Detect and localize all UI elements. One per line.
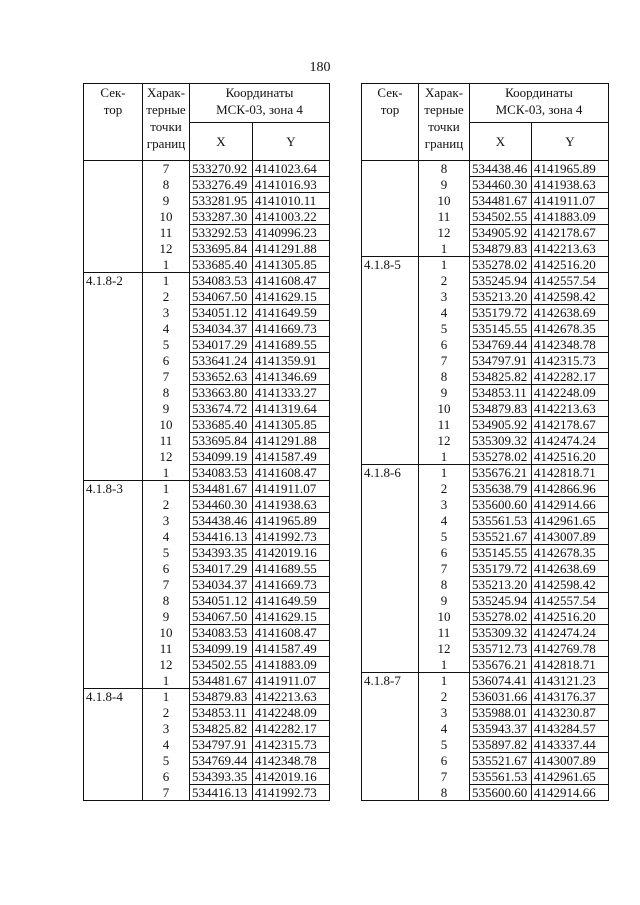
sector-cell: 4.1.8-3 (84, 481, 143, 689)
y-cell: 4141911.07 (532, 193, 609, 209)
point-cell: 10 (143, 209, 190, 225)
point-cell: 1 (419, 657, 470, 673)
point-cell: 12 (143, 449, 190, 465)
x-cell: 533674.72 (190, 401, 253, 417)
x-cell: 533695.84 (190, 433, 253, 449)
y-cell: 4141305.85 (253, 417, 330, 433)
x-cell: 535943.37 (470, 721, 532, 737)
x-cell: 534438.46 (190, 513, 253, 529)
x-cell: 533641.24 (190, 353, 253, 369)
y-cell: 4141346.69 (253, 369, 330, 385)
point-cell: 6 (419, 337, 470, 353)
point-cell: 1 (143, 465, 190, 481)
y-cell: 4141608.47 (253, 625, 330, 641)
x-cell: 534416.13 (190, 785, 253, 801)
point-cell: 10 (419, 609, 470, 625)
header-coordinates: Координаты МСК-03, зона 4 (470, 84, 609, 123)
x-cell: 534769.44 (470, 337, 532, 353)
point-cell: 5 (419, 529, 470, 545)
y-cell: 4141587.49 (253, 449, 330, 465)
x-cell: 535600.60 (470, 785, 532, 801)
x-cell: 534017.29 (190, 561, 253, 577)
header-sector: Сек- тор (362, 84, 419, 161)
point-cell: 8 (143, 593, 190, 609)
y-cell: 4142516.20 (532, 609, 609, 625)
point-cell: 11 (143, 433, 190, 449)
table-row (362, 257, 609, 273)
x-cell: 534416.13 (190, 529, 253, 545)
point-cell: 9 (143, 193, 190, 209)
x-cell: 534853.11 (470, 385, 532, 401)
y-cell: 4142282.17 (253, 721, 330, 737)
point-cell: 1 (419, 673, 470, 689)
point-cell: 11 (143, 225, 190, 241)
y-cell: 4141359.91 (253, 353, 330, 369)
x-cell: 534825.82 (190, 721, 253, 737)
y-cell: 4141938.63 (253, 497, 330, 513)
point-cell: 3 (419, 497, 470, 513)
sector-cell (362, 161, 419, 257)
header-x: X (470, 123, 532, 161)
point-cell: 12 (143, 657, 190, 673)
y-cell: 4141587.49 (253, 641, 330, 657)
point-cell: 12 (143, 241, 190, 257)
y-cell: 4141649.59 (253, 305, 330, 321)
x-cell: 535278.02 (470, 609, 532, 625)
point-cell: 7 (143, 369, 190, 385)
x-cell: 535712.73 (470, 641, 532, 657)
y-cell: 4141291.88 (253, 241, 330, 257)
sector-cell (84, 161, 143, 273)
point-cell: 11 (419, 625, 470, 641)
x-cell: 534034.37 (190, 321, 253, 337)
table-body-left (84, 161, 330, 801)
y-cell: 4141689.55 (253, 337, 330, 353)
y-cell: 4141010.11 (253, 193, 330, 209)
point-cell: 1 (419, 241, 470, 257)
header-coordinates: Координаты МСК-03, зона 4 (190, 84, 330, 123)
x-cell: 534099.19 (190, 449, 253, 465)
y-cell: 4141291.88 (253, 433, 330, 449)
y-cell: 4141689.55 (253, 561, 330, 577)
point-cell: 4 (143, 321, 190, 337)
x-cell: 535278.02 (470, 449, 532, 465)
y-cell: 4141911.07 (253, 673, 330, 689)
point-cell: 8 (419, 369, 470, 385)
x-cell: 534460.30 (190, 497, 253, 513)
y-cell: 4142213.63 (532, 241, 609, 257)
y-cell: 4141965.89 (532, 161, 609, 177)
y-cell: 4142178.67 (532, 417, 609, 433)
point-cell: 1 (143, 257, 190, 273)
x-cell: 533652.63 (190, 369, 253, 385)
x-cell: 534099.19 (190, 641, 253, 657)
point-cell: 9 (419, 385, 470, 401)
point-cell: 10 (419, 193, 470, 209)
x-cell: 534083.53 (190, 625, 253, 641)
y-cell: 4141003.22 (253, 209, 330, 225)
point-cell: 5 (419, 321, 470, 337)
header-points: Харак- терные точки границ (143, 84, 190, 161)
y-cell: 4143121.23 (532, 673, 609, 689)
y-cell: 4142598.42 (532, 577, 609, 593)
y-cell: 4142348.78 (532, 337, 609, 353)
point-cell: 2 (419, 481, 470, 497)
y-cell: 4141938.63 (532, 177, 609, 193)
x-cell: 534051.12 (190, 305, 253, 321)
y-cell: 4141629.15 (253, 289, 330, 305)
y-cell: 4143337.44 (532, 737, 609, 753)
point-cell: 9 (143, 609, 190, 625)
x-cell: 533292.53 (190, 225, 253, 241)
header-x: X (190, 123, 253, 161)
y-cell: 4141016.93 (253, 177, 330, 193)
point-cell: 5 (143, 545, 190, 561)
point-cell: 9 (143, 401, 190, 417)
header-y: Y (253, 123, 330, 161)
y-cell: 4141608.47 (253, 465, 330, 481)
point-cell: 6 (143, 353, 190, 369)
x-cell: 534083.53 (190, 465, 253, 481)
y-cell: 4142315.73 (532, 353, 609, 369)
x-cell: 535561.53 (470, 769, 532, 785)
coordinates-table-right (361, 83, 609, 801)
x-cell: 534797.91 (190, 737, 253, 753)
x-cell: 535309.32 (470, 433, 532, 449)
point-cell: 7 (419, 561, 470, 577)
x-cell: 535600.60 (470, 497, 532, 513)
point-cell: 2 (143, 497, 190, 513)
point-cell: 12 (419, 433, 470, 449)
y-cell: 4143007.89 (532, 753, 609, 769)
y-cell: 4141883.09 (253, 657, 330, 673)
point-cell: 1 (419, 257, 470, 273)
x-cell: 534481.67 (470, 193, 532, 209)
x-cell: 534853.11 (190, 705, 253, 721)
page-number: 180 (309, 60, 331, 75)
x-cell: 534067.50 (190, 289, 253, 305)
y-cell: 4141608.47 (253, 273, 330, 289)
y-cell: 4142474.24 (532, 625, 609, 641)
y-cell: 4141669.73 (253, 577, 330, 593)
point-cell: 12 (419, 225, 470, 241)
point-cell: 7 (419, 353, 470, 369)
x-cell: 534051.12 (190, 593, 253, 609)
x-cell: 534879.83 (470, 241, 532, 257)
point-cell: 7 (143, 577, 190, 593)
point-cell: 6 (143, 561, 190, 577)
y-cell: 4141649.59 (253, 593, 330, 609)
point-cell: 6 (419, 545, 470, 561)
x-cell: 535278.02 (470, 257, 532, 273)
y-cell: 4140996.23 (253, 225, 330, 241)
header-y: Y (532, 123, 609, 161)
y-cell: 4143176.37 (532, 689, 609, 705)
y-cell: 4142961.65 (532, 769, 609, 785)
x-cell: 534481.67 (190, 481, 253, 497)
table-row (362, 161, 609, 177)
x-cell: 534769.44 (190, 753, 253, 769)
point-cell: 1 (143, 673, 190, 689)
x-cell: 533685.40 (190, 257, 253, 273)
y-cell: 4142019.16 (253, 545, 330, 561)
point-cell: 7 (143, 785, 190, 801)
x-cell: 535638.79 (470, 481, 532, 497)
point-cell: 9 (419, 593, 470, 609)
point-cell: 3 (143, 305, 190, 321)
point-cell: 3 (143, 513, 190, 529)
point-cell: 1 (419, 449, 470, 465)
x-cell: 533663.80 (190, 385, 253, 401)
y-cell: 4142474.24 (532, 433, 609, 449)
y-cell: 4142213.63 (532, 401, 609, 417)
y-cell: 4142961.65 (532, 513, 609, 529)
y-cell: 4142557.54 (532, 593, 609, 609)
point-cell: 10 (419, 401, 470, 417)
x-cell: 534438.46 (470, 161, 532, 177)
point-cell: 5 (419, 737, 470, 753)
y-cell: 4142866.96 (532, 481, 609, 497)
x-cell: 533270.92 (190, 161, 253, 177)
y-cell: 4142557.54 (532, 273, 609, 289)
point-cell: 7 (143, 161, 190, 177)
point-cell: 7 (419, 769, 470, 785)
x-cell: 535245.94 (470, 273, 532, 289)
x-cell: 533685.40 (190, 417, 253, 433)
x-cell: 533695.84 (190, 241, 253, 257)
y-cell: 4143284.57 (532, 721, 609, 737)
x-cell: 535676.21 (470, 657, 532, 673)
x-cell: 535213.20 (470, 577, 532, 593)
point-cell: 3 (143, 721, 190, 737)
y-cell: 4142516.20 (532, 449, 609, 465)
x-cell: 534797.91 (470, 353, 532, 369)
y-cell: 4141319.64 (253, 401, 330, 417)
y-cell: 4142914.66 (532, 497, 609, 513)
point-cell: 4 (143, 529, 190, 545)
y-cell: 4142638.69 (532, 305, 609, 321)
x-cell: 535245.94 (470, 593, 532, 609)
point-cell: 11 (419, 417, 470, 433)
sector-cell: 4.1.8-2 (84, 273, 143, 481)
x-cell: 533281.95 (190, 193, 253, 209)
point-cell: 6 (419, 753, 470, 769)
x-cell: 535145.55 (470, 545, 532, 561)
point-cell: 5 (143, 753, 190, 769)
y-cell: 4141992.73 (253, 529, 330, 545)
y-cell: 4141965.89 (253, 513, 330, 529)
x-cell: 534905.92 (470, 225, 532, 241)
point-cell: 10 (143, 625, 190, 641)
point-cell: 5 (143, 337, 190, 353)
point-cell: 11 (419, 209, 470, 225)
sector-cell: 4.1.8-4 (84, 689, 143, 801)
y-cell: 4141669.73 (253, 321, 330, 337)
x-cell: 534393.35 (190, 545, 253, 561)
x-cell: 534879.83 (470, 401, 532, 417)
y-cell: 4142213.63 (253, 689, 330, 705)
x-cell: 534502.55 (470, 209, 532, 225)
point-cell: 1 (143, 481, 190, 497)
y-cell: 4143007.89 (532, 529, 609, 545)
y-cell: 4142914.66 (532, 785, 609, 801)
point-cell: 11 (143, 641, 190, 657)
point-cell: 12 (419, 641, 470, 657)
x-cell: 535521.67 (470, 753, 532, 769)
x-cell: 536074.41 (470, 673, 532, 689)
x-cell: 534067.50 (190, 609, 253, 625)
y-cell: 4142282.17 (532, 369, 609, 385)
point-cell: 6 (143, 769, 190, 785)
y-cell: 4142019.16 (253, 769, 330, 785)
x-cell: 535179.72 (470, 305, 532, 321)
y-cell: 4141305.85 (253, 257, 330, 273)
point-cell: 8 (419, 161, 470, 177)
x-cell: 534393.35 (190, 769, 253, 785)
x-cell: 534825.82 (470, 369, 532, 385)
y-cell: 4142348.78 (253, 753, 330, 769)
point-cell: 4 (419, 513, 470, 529)
table-row (84, 481, 330, 497)
x-cell: 535145.55 (470, 321, 532, 337)
y-cell: 4142769.78 (532, 641, 609, 657)
x-cell: 535561.53 (470, 513, 532, 529)
y-cell: 4141023.64 (253, 161, 330, 177)
y-cell: 4141992.73 (253, 785, 330, 801)
table-row (84, 273, 330, 289)
x-cell: 533276.49 (190, 177, 253, 193)
x-cell: 535897.82 (470, 737, 532, 753)
y-cell: 4141629.15 (253, 609, 330, 625)
point-cell: 1 (143, 689, 190, 705)
table-row (84, 161, 330, 177)
table-row (84, 689, 330, 705)
y-cell: 4142248.09 (253, 705, 330, 721)
point-cell: 8 (419, 785, 470, 801)
point-cell: 4 (143, 737, 190, 753)
y-cell: 4143230.87 (532, 705, 609, 721)
header-points: Харак- терные точки границ (419, 84, 470, 161)
point-cell: 1 (143, 273, 190, 289)
y-cell: 4142638.69 (532, 561, 609, 577)
table-row (362, 465, 609, 481)
x-cell: 534460.30 (470, 177, 532, 193)
y-cell: 4141333.27 (253, 385, 330, 401)
sector-cell: 4.1.8-5 (362, 257, 419, 465)
y-cell: 4141883.09 (532, 209, 609, 225)
point-cell: 3 (419, 705, 470, 721)
point-cell: 4 (419, 721, 470, 737)
point-cell: 9 (419, 177, 470, 193)
y-cell: 4142516.20 (532, 257, 609, 273)
y-cell: 4142178.67 (532, 225, 609, 241)
x-cell: 536031.66 (470, 689, 532, 705)
y-cell: 4142598.42 (532, 289, 609, 305)
x-cell: 534083.53 (190, 273, 253, 289)
x-cell: 534481.67 (190, 673, 253, 689)
point-cell: 8 (419, 577, 470, 593)
point-cell: 2 (419, 689, 470, 705)
x-cell: 535309.32 (470, 625, 532, 641)
x-cell: 533287.30 (190, 209, 253, 225)
header-sector: Сек- тор (84, 84, 143, 161)
y-cell: 4142818.71 (532, 465, 609, 481)
point-cell: 10 (143, 417, 190, 433)
table-row (362, 673, 609, 689)
x-cell: 535676.21 (470, 465, 532, 481)
y-cell: 4142678.35 (532, 545, 609, 561)
y-cell: 4141911.07 (253, 481, 330, 497)
x-cell: 534905.92 (470, 417, 532, 433)
y-cell: 4142678.35 (532, 321, 609, 337)
point-cell: 4 (419, 305, 470, 321)
x-cell: 535988.01 (470, 705, 532, 721)
point-cell: 2 (143, 289, 190, 305)
x-cell: 535521.67 (470, 529, 532, 545)
x-cell: 534879.83 (190, 689, 253, 705)
x-cell: 534034.37 (190, 577, 253, 593)
x-cell: 534017.29 (190, 337, 253, 353)
sector-cell: 4.1.8-6 (362, 465, 419, 673)
point-cell: 8 (143, 385, 190, 401)
y-cell: 4142248.09 (532, 385, 609, 401)
y-cell: 4142315.73 (253, 737, 330, 753)
table-body-right (362, 161, 609, 801)
x-cell: 535213.20 (470, 289, 532, 305)
sector-cell: 4.1.8-7 (362, 673, 419, 801)
point-cell: 1 (419, 465, 470, 481)
coordinates-table-left (83, 83, 330, 801)
x-cell: 535179.72 (470, 561, 532, 577)
point-cell: 2 (143, 705, 190, 721)
x-cell: 534502.55 (190, 657, 253, 673)
point-cell: 8 (143, 177, 190, 193)
point-cell: 2 (419, 273, 470, 289)
point-cell: 3 (419, 289, 470, 305)
y-cell: 4142818.71 (532, 657, 609, 673)
